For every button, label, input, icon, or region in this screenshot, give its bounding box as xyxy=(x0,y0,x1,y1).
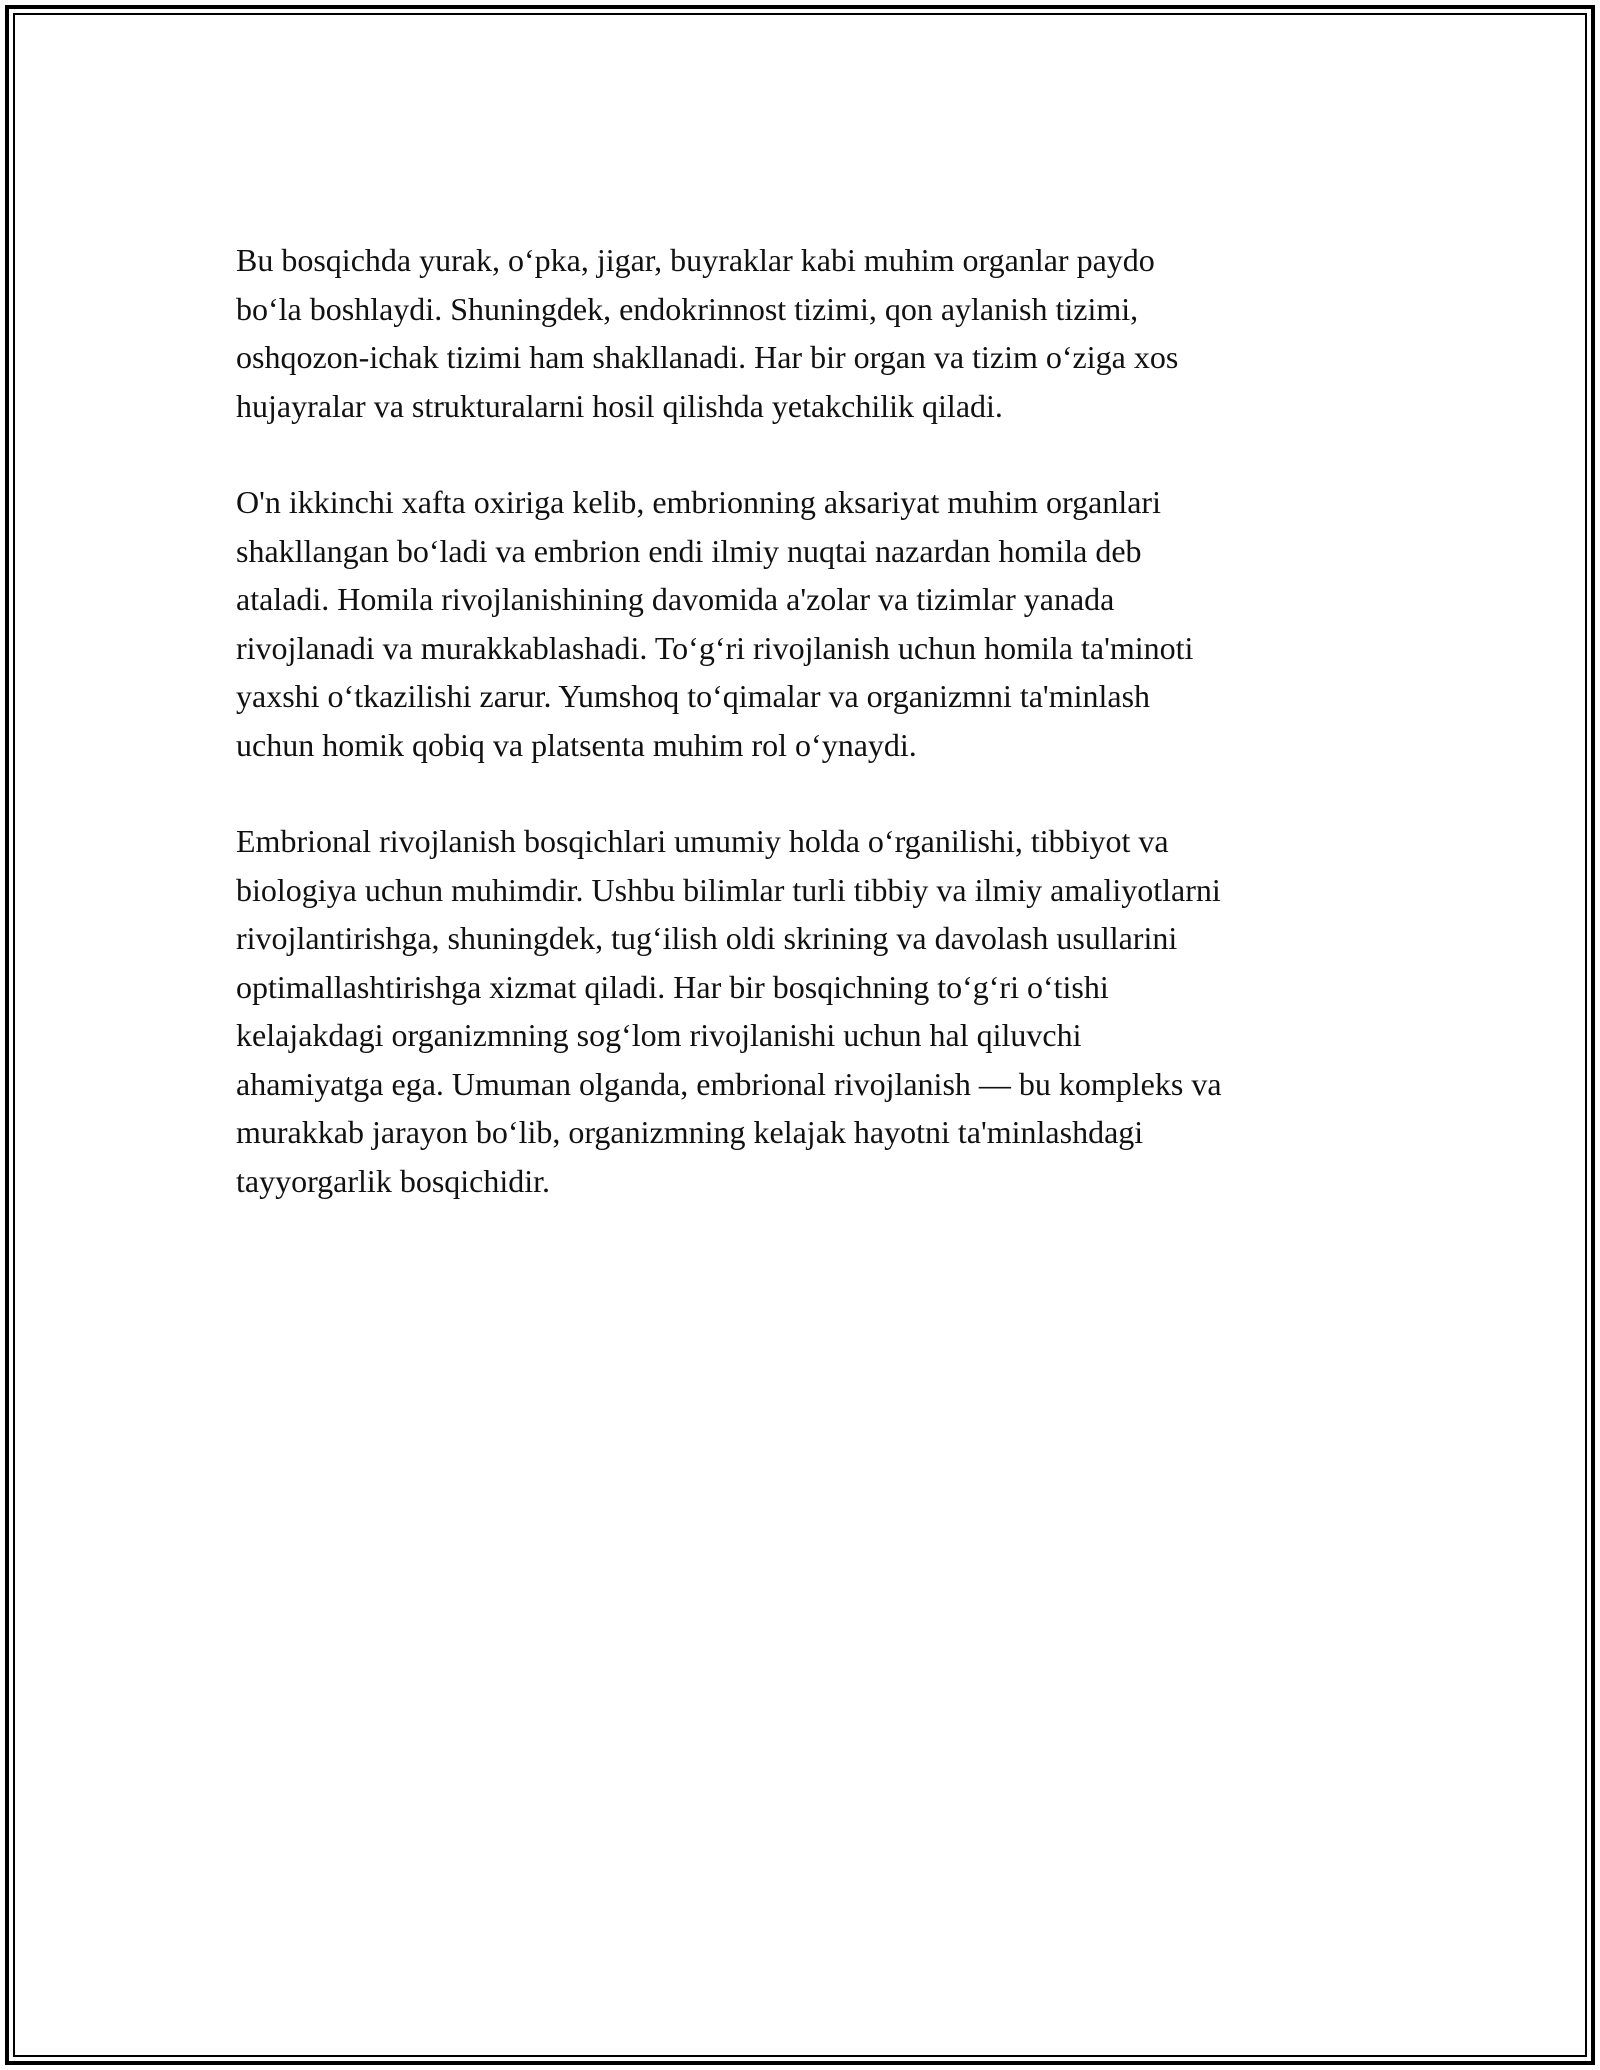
text-line: rivojlantirishga, shuningdek, tug‘ilish oldi skrining va davolash usullarini xyxy=(236,920,1178,956)
text-line: tayyorgarlik bosqichidir. xyxy=(236,1162,551,1199)
text-line: kelajakdagi organizmning sog‘lom rivojlanishi uchun hal qiluvchi xyxy=(236,1017,1082,1053)
text-line: Bu bosqichda yurak, o‘pka, jigar, buyraklar kabi muhim organlar paydo xyxy=(236,242,1155,278)
text-line: shakllangan bo‘ladi va embrion endi ilmiy nuqtai nazardan homila deb xyxy=(236,532,1142,569)
text-line: Embrional rivojlanish bosqichlari umumiy holda o‘rganilishi, tibbiyot va xyxy=(236,823,1169,859)
paragraph-3 xyxy=(236,817,1381,1205)
text-line: hujayralar va strukturalarni hosil qilishda yetakchilik qiladi. xyxy=(236,387,1003,424)
text-line: optimallashtirishga xizmat qiladi. Har bir bosqichning to‘g‘ri o‘tishi xyxy=(236,968,1109,1005)
text-line: ahamiyatga ega. Umuman olganda, embrional rivojlanish — bu kompleks va xyxy=(236,1065,1222,1102)
text-line: rivojlanadi va murakkablashadi. To‘g‘ri rivojlanish uchun homila ta'minoti xyxy=(236,629,1194,666)
text-line: uchun homik qobiq va platsenta muhim rol o‘ynaydi. xyxy=(236,726,917,763)
text-line: O'n ikkinchi xafta oxiriga kelib, embrionning aksariyat muhim organlari xyxy=(236,484,1161,520)
text-line: murakkab jarayon bo‘lib, organizmning kelajak hayotni ta'minlashdagi xyxy=(236,1114,1144,1150)
paragraph-1 xyxy=(236,236,1381,430)
text-line: ataladi. Homila rivojlanishining davomida a'zolar va tizimlar yanada xyxy=(236,581,1115,617)
text-line: yaxshi o‘tkazilishi zarur. Yumshoq to‘qimalar va organizmni ta'minlash xyxy=(236,678,1151,714)
text-line: oshqozon-ichak tizimi ham shakllanadi. Har bir organ va tizim o‘ziga xos xyxy=(236,339,1179,375)
text-line: biologiya uchun muhimdir. Ushbu bilimlar turli tibbiy va ilmiy amaliyotlarni xyxy=(236,871,1221,908)
text-line: bo‘la boshlaydi. Shuningdek, endokrinnost tizimi, qon aylanish tizimi, xyxy=(236,290,1139,327)
paragraph-2 xyxy=(236,478,1381,769)
page-body xyxy=(236,236,1381,1205)
